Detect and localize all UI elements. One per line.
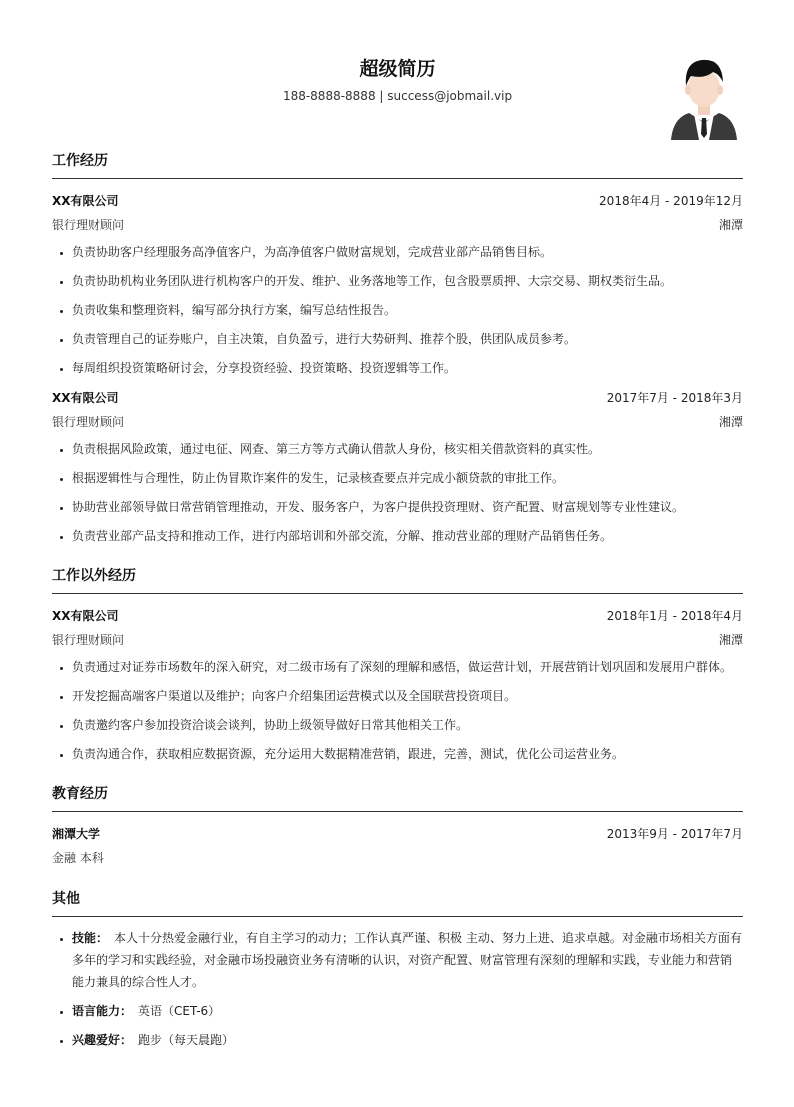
section-title-extra: 工作以外经历 [52, 565, 743, 594]
entry-bullets [52, 241, 743, 379]
bullet-item: • 负责营业部产品支持和推动工作，进行内部培训和外部交流，分解、推动营业部的理财产品销售任务。 [72, 525, 743, 547]
entry-location: 湘潭 [718, 415, 743, 429]
entry-role: 银行理财顾问 [52, 415, 125, 429]
other-item-skills [72, 927, 743, 993]
entry-date: 2018年1月 - 2018年4月 [606, 609, 743, 623]
other-item-hobbies [72, 1029, 743, 1051]
other-label: 语言能力： [72, 1004, 133, 1018]
entry-date: 2013年9月 - 2017年7月 [606, 827, 743, 841]
bullet-item: • 负责收集和整理资料，编写部分执行方案，编写总结性报告。 [72, 299, 743, 321]
entry-organization: XX有限公司 [52, 609, 119, 623]
other-text: 本人十分热爱金融行业，有自主学习的动力；工作认真严谨、积极 主动、努力上进、追求卓越。对金融市场相关方面有多年的学习和实践经验，对金融市场投融资业务有清晰的认识，对资产配置、财富管理有深刻的理解和实践，专业能力和营销能力兼具的综合性人才。 [72, 931, 742, 989]
bullet-item: • 负责邀约客户参加投资洽谈会谈判，协助上级领导做好日常其他相关工作。 [72, 714, 743, 736]
education-section [52, 783, 743, 870]
other-item-language [72, 1000, 743, 1022]
entry-location: 湘潭 [718, 218, 743, 232]
entry-organization: XX有限公司 [52, 391, 119, 405]
education-entry [52, 822, 743, 870]
entry-date: 2018年4月 - 2019年12月 [599, 194, 743, 208]
resume-page [52, 0, 743, 1058]
bullet-item: • 负责管理自己的证券账户，自主决策，自负盈亏，进行大势研判、推荐个股，供团队成员参考。 [72, 328, 743, 350]
other-label: 兴趣爱好： [72, 1033, 133, 1047]
section-title-education: 教育经历 [52, 783, 743, 812]
entry-location: 湘潭 [718, 633, 743, 647]
bullet-item: • 负责协助机构业务团队进行机构客户的开发、维护、业务落地等工作，包含股票质押、大宗交易、期权类衍生品。 [72, 270, 743, 292]
school-name: 湘潭大学 [52, 827, 101, 841]
avatar [669, 52, 739, 140]
bullet-item: • 负责协助客户经理服务高净值客户，为高净值客户做财富规划，完成营业部产品销售目标。 [72, 241, 743, 263]
bullet-item: • 开发挖掘高端客户渠道以及维护；向客户介绍集团运营模式以及全国联营投资项目。 [72, 685, 743, 707]
degree: 金融 本科 [52, 851, 104, 865]
entry-bullets [52, 656, 743, 765]
bullet-item: • 协助营业部领导做日常营销管理推动，开发、服务客户，为客户提供投资理财、资产配置、财富规划等专业性建议。 [72, 496, 743, 518]
entry-role: 银行理财顾问 [52, 633, 125, 647]
resume-header [52, 0, 743, 150]
entry-bullets [52, 438, 743, 547]
work-section [52, 150, 743, 547]
bullet-item: • 负责沟通合作，获取相应数据资源，充分运用大数据精准营销，跟进，完善，测试，优化公司运营业务。 [72, 743, 743, 765]
other-text: 英语（CET-6） [138, 1004, 221, 1018]
section-title-other: 其他 [52, 888, 743, 917]
work-entry [52, 189, 743, 379]
entry-date: 2017年7月 - 2018年3月 [606, 391, 743, 405]
bullet-item: • 负责根据风险政策，通过电征、网查、第三方等方式确认借款人身份，核实相关借款资料的真实性。 [72, 438, 743, 460]
resume-name: 超级简历 [359, 58, 436, 80]
entry-organization: XX有限公司 [52, 194, 119, 208]
other-list [52, 927, 743, 1051]
contact-info: 188-8888-8888 | success@jobmail.vip [282, 89, 513, 103]
other-section [52, 888, 743, 1051]
other-label: 技能： [72, 931, 109, 945]
bullet-item: • 根据逻辑性与合理性，防止伪冒欺诈案件的发生，记录核查要点并完成小额贷款的审批工作。 [72, 467, 743, 489]
entry-role: 银行理财顾问 [52, 218, 125, 232]
other-text: 跑步（每天晨跑） [138, 1033, 235, 1047]
bullet-item: • 负责通过对证券市场数年的深入研究，对二级市场有了深刻的理解和感悟，做运营计划，开展营销计划巩固和发展用户群体。 [72, 656, 743, 678]
section-title-work: 工作经历 [52, 150, 743, 179]
extra-section [52, 565, 743, 765]
work-entry [52, 386, 743, 547]
bullet-item: • 每周组织投资策略研讨会，分享投资经验、投资策略、投资逻辑等工作。 [72, 357, 743, 379]
extra-entry [52, 604, 743, 765]
